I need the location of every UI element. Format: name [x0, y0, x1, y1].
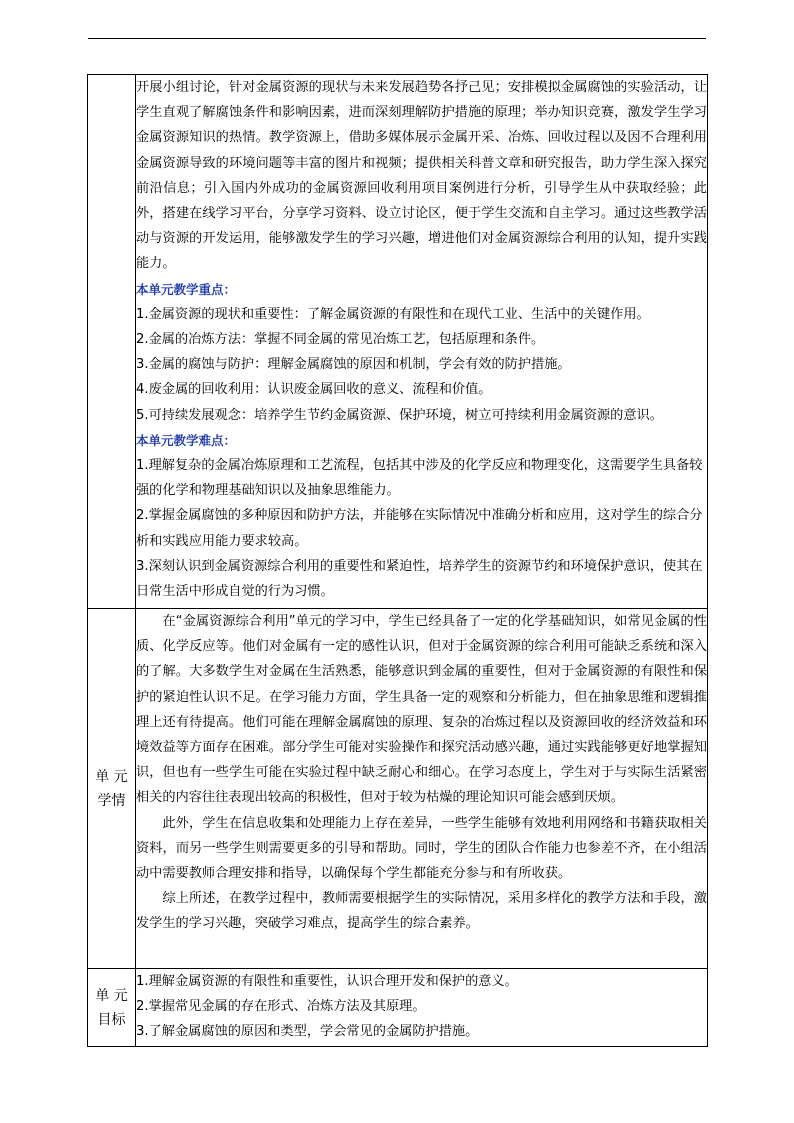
key-point-item: 5.可持续发展观念：培养学生节约金属资源、保护环境，树立可持续利用金属资源的意识。: [136, 407, 663, 423]
key-point-item: 4.废金属的回收利用：认识废金属回收的意义、流程和价值。: [136, 382, 492, 398]
label-line: 学情: [97, 792, 126, 809]
situation-paragraph: 此外，学生在信息收集和处理能力上存在差异，一些学生能够有效地利用网络和书籍获取相关资料，而另一些学生则需要更多的引导和帮助。同时，学生的团队合作能力也参差不齐，在小组活动中需要教师合理安排和指导，以确保每个学生都能充分参与和有所收获。: [136, 815, 707, 882]
situation-paragraph: 综上所述，在教学过程中，教师需要根据学生的实际情况，采用多样化的教学方法和手段，激发学生的学习兴趣，突破学习难点，提高学生的综合素养。: [136, 891, 707, 932]
objective-item: 1.理解金属资源的有限性和重要性，认识合理开发和保护的意义。: [136, 974, 518, 989]
objectives-cell: [136, 969, 708, 1047]
table-row-objectives: [88, 969, 708, 1047]
key-point-item: 3.金属的腐蚀与防护：理解金属腐蚀的原因和机制，学会有效的防护措施。: [136, 357, 571, 373]
difficult-point-item: 3.深刻认识到金属资源综合利用的重要性和紧迫性，培养学生的资源节约和环境保护意识，使其在日常生活中形成自觉的行为习惯。: [136, 558, 703, 600]
page-header-rule: [88, 38, 706, 39]
row-label-empty: [88, 75, 136, 609]
row-label-learning-situation: [88, 609, 136, 969]
row-label-objectives: [88, 969, 136, 1047]
table-row-learning-situation: [88, 609, 708, 969]
intro-paragraph: 开展小组讨论，针对金属资源的现状与未来发展趋势各抒己见；安排模拟金属腐蚀的实验活动，让学生直观了解腐蚀条件和影响因素，进而深刻理解防护措施的原理；举办知识竞赛，激发学生学习金属资源知识的热情。教学资源上，借助多媒体展示金属开采、冶炼、回收过程以及因不合理利用金属资源导致的环境问题等丰富的图片和视频；提供相关科普文章和研究报告，助力学生深入探究前沿信息；引入国内外成功的金属资源回收利用项目案例进行分析，引导学生从中获取经验；此外，搭建在线学习平台，分享学习资料、设立讨论区，便于学生交流和自主学习。通过这些教学活动与资源的开发运用，能够激发学生的学习兴趣，增进他们对金属资源综合利用的认知，提升实践能力。: [136, 80, 707, 272]
key-point-item: 2.金属的冶炼方法：掌握不同金属的常见冶炼工艺，包括原理和条件。: [136, 332, 545, 348]
key-point-item: 1.金属资源的现状和重要性：了解金属资源的有限性和在现代工业、生活中的关键作用。: [136, 306, 650, 322]
label-line: 单 元: [95, 987, 128, 1004]
strategies-cell: [136, 75, 708, 609]
label-line: 目标: [97, 1011, 126, 1028]
objective-item: 3.了解金属腐蚀的原因和类型，学会常见的金属防护措施。: [136, 1024, 479, 1040]
objective-item: 2.掌握常见金属的存在形式、冶炼方法及其原理。: [136, 999, 426, 1015]
key-points-heading: 本单元教学重点：: [136, 281, 237, 297]
table-row-strategies: [88, 75, 708, 609]
label-line: 单 元: [95, 768, 128, 785]
difficult-point-item: 1.理解复杂的金属冶炼原理和工艺流程，包括其中涉及的化学反应和物理变化，这需要学生具备较强的化学和物理基础知识以及抽象思维能力。: [136, 458, 703, 499]
situation-paragraph: 在“金属资源综合利用”单元的学习中，学生已经具备了一定的化学基础知识，如常见金属的性质、化学反应等。他们对金属有一定的感性认识，但对于金属资源的综合利用可能缺乏系统和深入的了解。大多数学生对金属在生活熟悉，能够意识到金属的重要性，但对于金属资源的有限性和保护的紧迫性认识不足。在学习能力方面，学生具备一定的观察和分析能力，但在抽象思维和逻辑推理上还有待提高。他们可能在理解金属腐蚀的原理、复杂的冶炼过程以及资源回收的经济效益和环境效益等方面存在困难。部分学生可能对实验操作和探究活动感兴趣，通过实践能够更好地掌握知识，但也有一些学生可能在实验过程中缺乏耐心和细心。在学习态度上，学生对于与实际生活紧密相关的内容往往表现出较高的积极性，但对于较为枯燥的理论知识可能会感到厌烦。: [136, 614, 707, 806]
difficult-points-heading: 本单元教学难点：: [136, 432, 237, 448]
difficult-point-item: 2.掌握金属腐蚀的多种原因和防护方法，并能够在实际情况中准确分析和应用，这对学生的综合分析和实践应用能力要求较高。: [136, 508, 703, 549]
learning-situation-cell: [136, 609, 708, 969]
unit-design-table: [87, 74, 708, 1047]
